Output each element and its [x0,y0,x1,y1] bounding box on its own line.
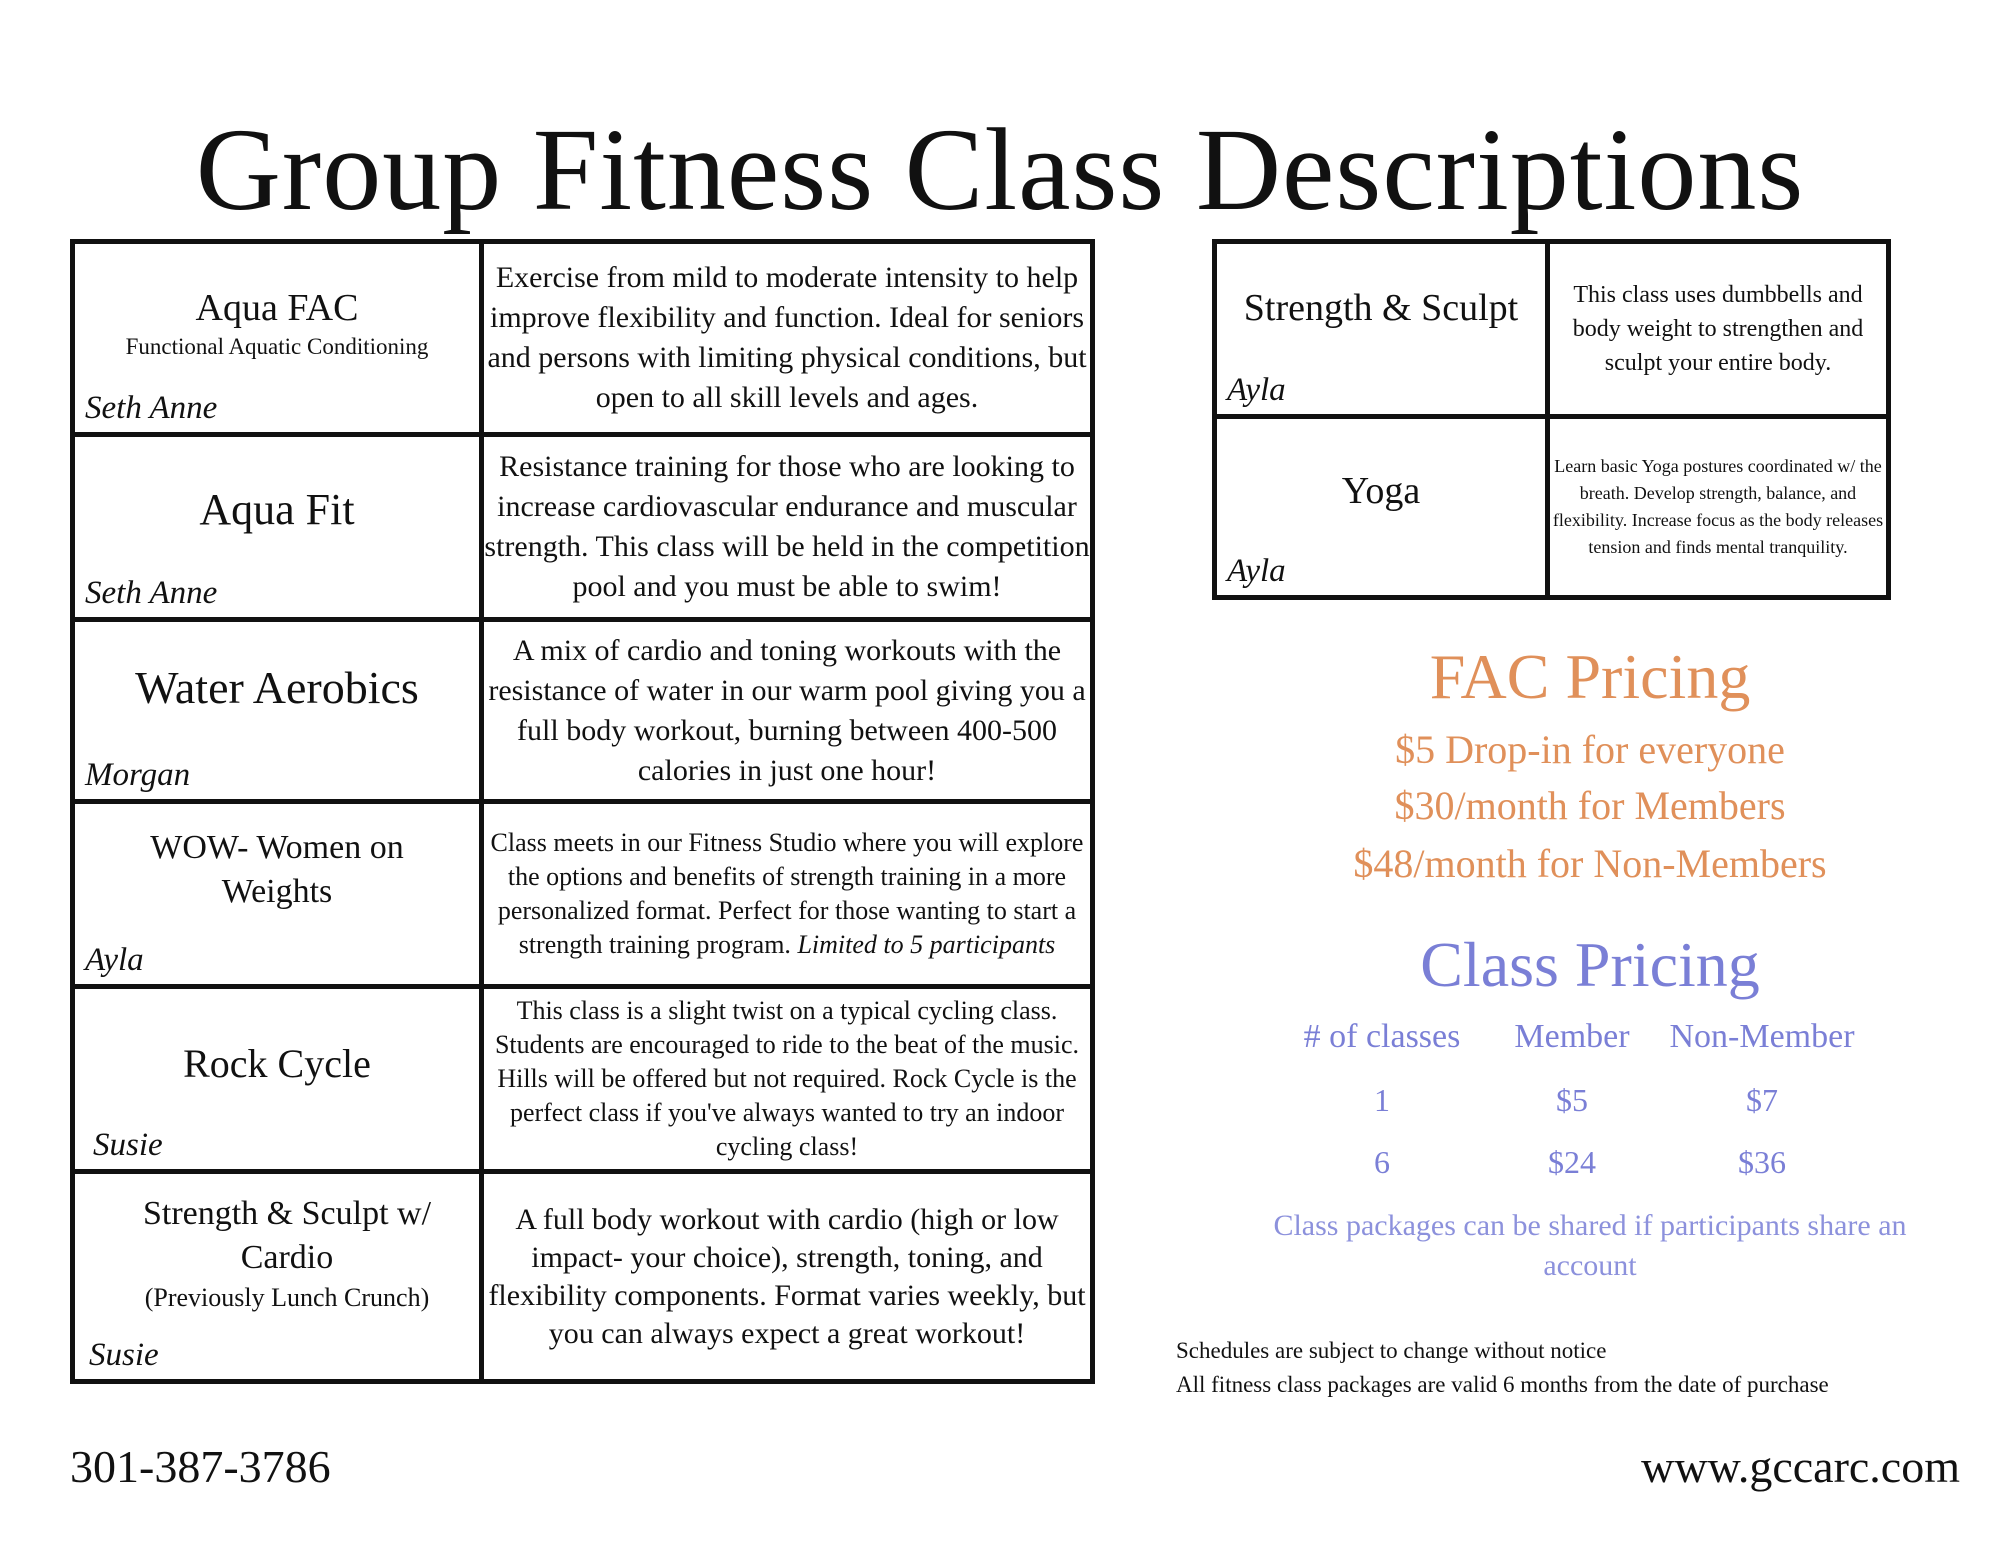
pricing-cell: 6 [1374,1144,1390,1180]
table-row [73,1172,1093,1382]
table-row [73,620,1093,802]
fine-print-line: All fitness class packages are valid 6 months from the date of purchase [1176,1372,1829,1397]
class-description: Exercise from mild to moderate intensity to help improve flexibility and function. Ideal for seniors and persons with limiting physical conditions, but open to all skill levels and ages. [482,242,1093,435]
class-name-text: Aqua FAC [195,287,359,329]
class-name-cell [73,802,482,987]
table-row [1215,242,1889,417]
class-name-cell [1215,417,1548,598]
class-name-cell [73,987,482,1172]
class-name [75,284,479,362]
class-name [1217,467,1545,515]
instructor-name: Ayla [85,942,144,978]
class-name [75,483,479,537]
table-row [73,802,1093,987]
class-name [125,826,429,914]
fine-print-line: Schedules are subject to change without notice [1176,1338,1607,1363]
class-pricing-title: Class Pricing [1420,929,1760,1000]
class-description: A full body workout with cardio (high or low impact- your choice), strength, toning, and flexibility components. Format varies weekly, but you can always expect a great workout! [482,1172,1093,1382]
instructor-name: Susie [93,1127,163,1163]
class-name [1217,284,1545,332]
class-name-text: Water Aerobics [135,662,419,713]
class-name-cell [73,435,482,620]
pricing-header: # of classes [1303,1018,1461,1055]
pricing-cell: $7 [1746,1082,1778,1118]
pricing-cell: $24 [1548,1144,1596,1180]
class-name [75,660,479,716]
class-name-text: Strength & Sculpt [1243,287,1519,329]
pricing-cell: $36 [1738,1144,1786,1180]
class-description-text: Class meets in our Fitness Studio where you will explore the options and benefits of strength training in a more personalized format. Perfect for those wanting to start a strength training program. [490,828,1084,959]
class-description [482,802,1093,987]
class-name-text: Aqua Fit [199,485,355,534]
instructor-name: Seth Anne [85,390,218,426]
table-row [73,987,1093,1172]
class-table-right [1212,239,1891,600]
class-name-text: Yoga [1341,470,1421,512]
class-subtitle: Functional Aquatic Conditioning [125,334,429,359]
page-title: Group Fitness Class Descriptions [195,104,1805,235]
pricing-header: Non-Member [1669,1018,1855,1055]
class-name-text: Strength & Sculpt w/ Cardio [142,1195,432,1276]
class-pricing-note: Class packages can be shared if participants share an account [1273,1209,1907,1282]
class-name-text: WOW- Women on Weights [150,829,404,910]
class-name [75,1039,479,1089]
pricing-header: Member [1514,1018,1630,1055]
pricing-cell: $5 [1556,1082,1588,1118]
fac-pricing-line: $48/month for Non-Members [1353,841,1827,886]
class-subtitle: (Previously Lunch Crunch) [144,1283,430,1312]
class-description-note: Limited to 5 participants [797,930,1056,959]
fac-pricing-line: $30/month for Members [1394,783,1786,828]
instructor-name: Susie [89,1337,159,1373]
class-description: This class uses dumbbells and body weight to strengthen and sculpt your entire body. [1548,242,1889,417]
class-name-text: Rock Cycle [183,1041,371,1086]
class-name-cell [1215,242,1548,417]
instructor-name: Morgan [85,757,191,793]
website-url: www.gccarc.com [1641,1441,1960,1492]
class-description: This class is a slight twist on a typical cycling class. Students are encouraged to ride to the beat of the music. Hills will be offered but not required. Rock Cycle is the perfect class if you've always wanted to try an indoor cycling class! [482,987,1093,1172]
class-description: Resistance training for those who are looking to increase cardiovascular endurance and muscular strength. This class will be held in the competition pool and you must be able to swim! [482,435,1093,620]
table-row [73,435,1093,620]
fac-pricing-line: $5 Drop-in for everyone [1395,727,1785,772]
class-name-cell [73,242,482,435]
table-row [73,242,1093,435]
class-name [115,1192,459,1316]
class-table-left [70,239,1095,1384]
class-description: A mix of cardio and toning workouts with the resistance of water in our warm pool giving you a full body workout, burning between 400-500 calories in just one hour! [482,620,1093,802]
pricing-cell: 1 [1374,1082,1390,1118]
class-name-cell [73,620,482,802]
instructor-name: Ayla [1227,553,1286,589]
class-name-cell [73,1172,482,1382]
class-description: Learn basic Yoga postures coordinated w/ the breath. Develop strength, balance, and flexibility. Increase focus as the body releases tension and finds mental tranquility. [1548,417,1889,598]
instructor-name: Ayla [1227,372,1286,408]
table-row [1215,417,1889,598]
instructor-name: Seth Anne [85,575,218,611]
phone-number: 301-387-3786 [70,1441,331,1492]
fac-pricing-title: FAC Pricing [1429,641,1751,712]
